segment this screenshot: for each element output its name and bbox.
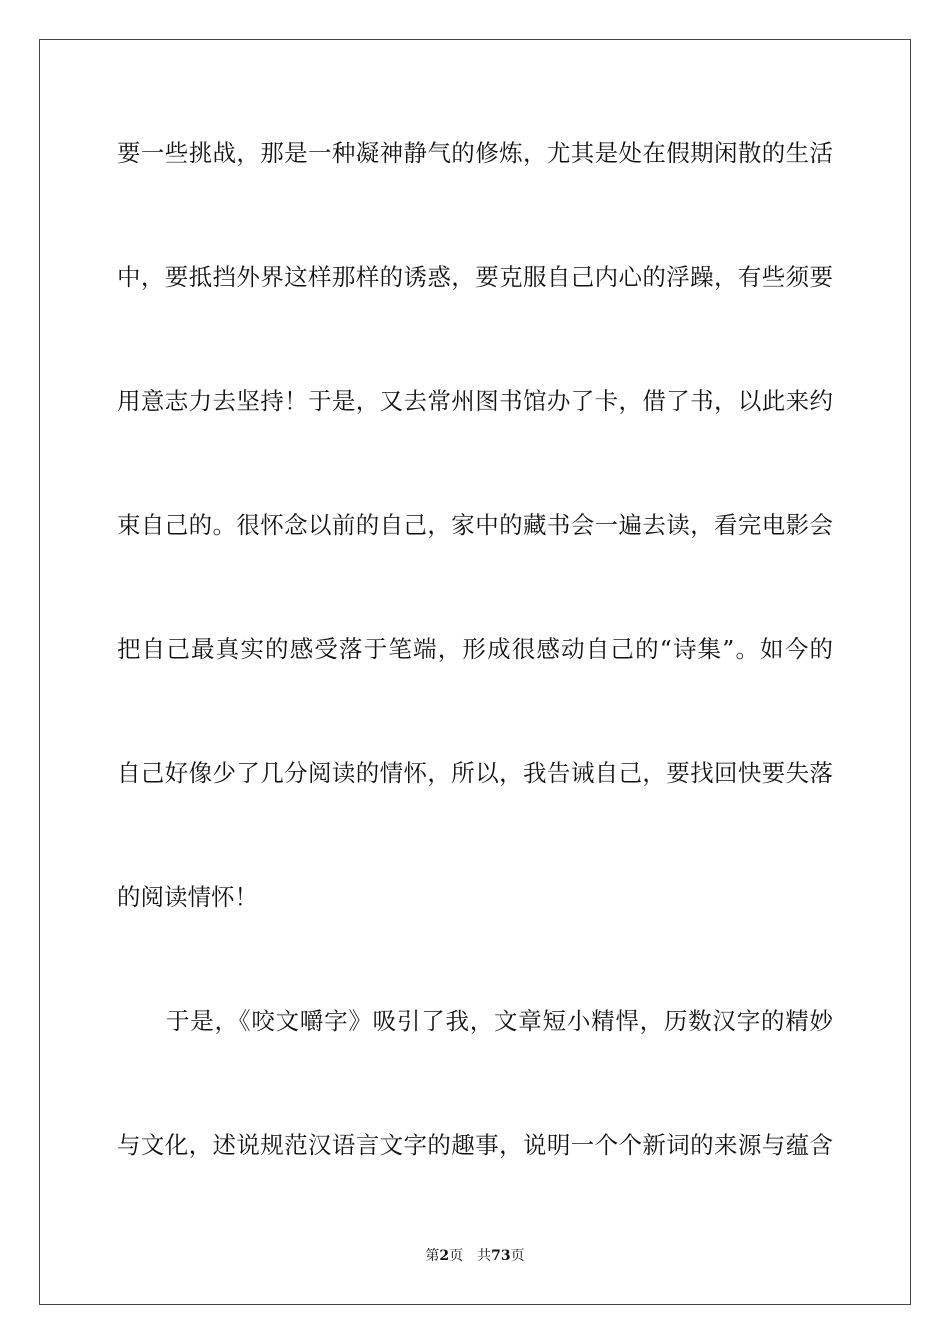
text-line: 与文化，述说规范汉语言文字的趣事，说明一个个新词的来源与蕴含 — [117, 1131, 833, 1159]
total-prefix: 共 — [477, 1248, 492, 1264]
total-suffix: 页 — [510, 1248, 525, 1264]
text-line: 中，要抵挡外界这样那样的诱惑，要克服自己内心的浮躁，有些须要 — [117, 263, 833, 291]
text-line: 用意志力去坚持！于是，又去常州图书馆办了卡，借了书，以此来约 — [117, 387, 833, 415]
page-prefix: 第 — [425, 1248, 440, 1264]
text-line: 要一些挑战，那是一种凝神静气的修炼，尤其是处在假期闲散的生活 — [117, 139, 833, 167]
page-border — [39, 39, 911, 1305]
page-suffix: 页 — [449, 1248, 464, 1264]
text-line: 的阅读情怀！ — [117, 883, 258, 911]
page-footer — [0, 1247, 950, 1265]
text-line: 束自己的。很怀念以前的自己，家中的藏书会一遍去读，看完电影会 — [117, 511, 833, 539]
text-line: 自己好像少了几分阅读的情怀，所以，我告诫自己，要找回快要失落 — [117, 759, 833, 787]
page-number: 2 — [439, 1248, 450, 1264]
total-pages: 73 — [491, 1248, 511, 1264]
text-line: 把自己最真实的感受落于笔端，形成很感动自己的“诗集”。如今的 — [117, 635, 833, 663]
paragraph-first-line: 于是，《咬文嚼字》吸引了我，文章短小精悍，历数汉字的精妙 — [166, 1007, 833, 1035]
